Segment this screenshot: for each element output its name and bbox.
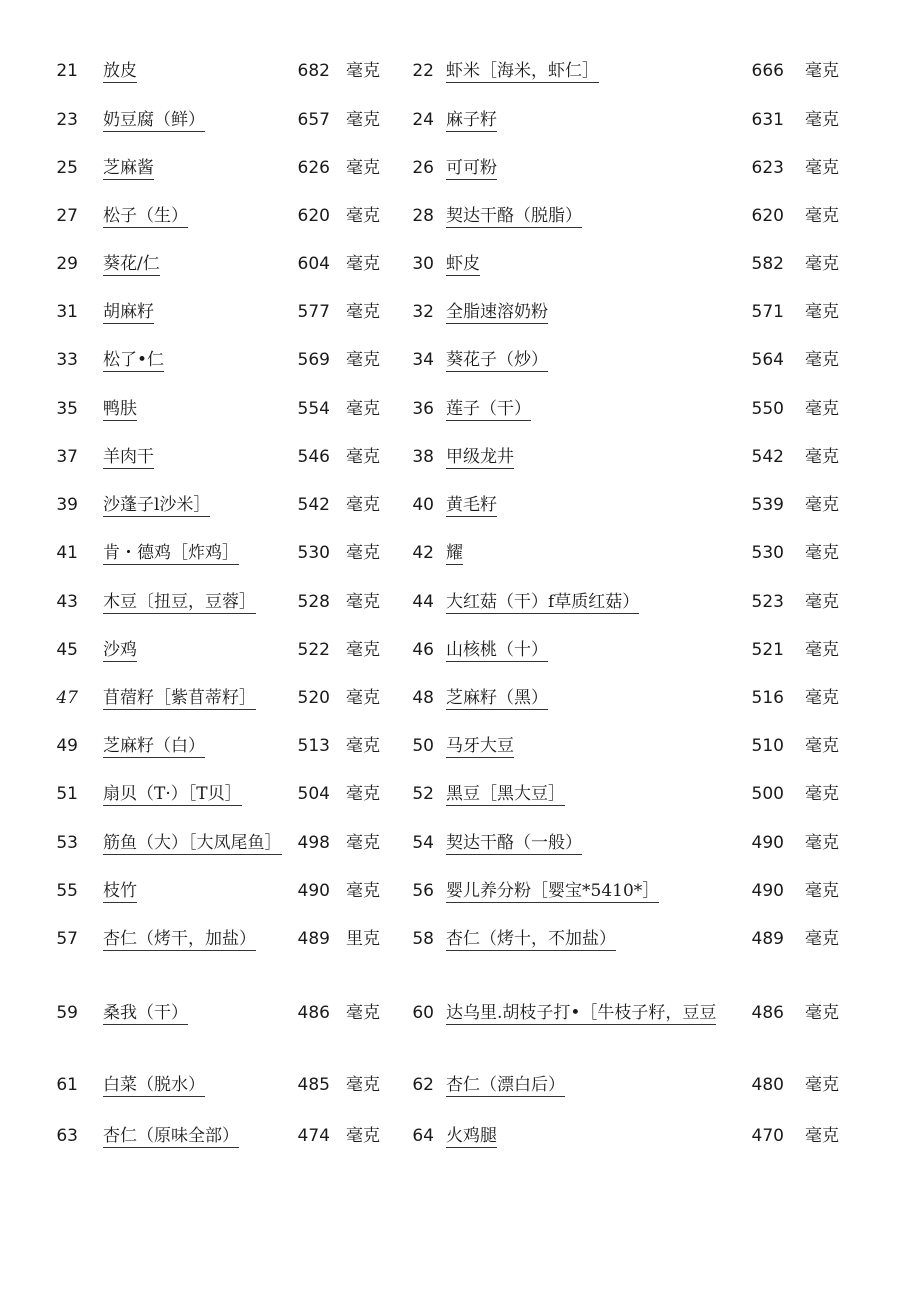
food-name xyxy=(446,779,746,809)
food-name-text: 火鸡腿 xyxy=(446,1126,497,1146)
table-row xyxy=(0,394,920,424)
food-name-text: 葵花/仁 xyxy=(103,254,160,274)
content-value: 623 xyxy=(751,158,784,178)
content-value: 666 xyxy=(751,61,784,81)
content-value: 486 xyxy=(751,1003,784,1023)
content-value: 489 xyxy=(297,929,330,949)
item-number: 28 xyxy=(412,206,434,226)
unit-label: 毫克 xyxy=(805,61,839,81)
food-name xyxy=(446,249,746,279)
food-name xyxy=(103,828,288,858)
food-name xyxy=(103,345,288,375)
food-name xyxy=(103,201,288,231)
item-number: 48 xyxy=(412,688,434,708)
item-number: 54 xyxy=(412,833,434,853)
content-value: 480 xyxy=(751,1075,784,1095)
food-name xyxy=(103,442,288,472)
food-name xyxy=(103,876,288,906)
food-name-text: 婴儿养分粉［婴宝*5410*］ xyxy=(446,881,660,901)
food-name xyxy=(103,105,288,135)
unit-label: 毫克 xyxy=(346,1003,380,1023)
item-number: 51 xyxy=(56,784,78,804)
food-name xyxy=(103,394,288,424)
unit-label: 毫克 xyxy=(805,1075,839,1095)
food-name-text: 杏仁（烤干，加盐） xyxy=(103,929,256,949)
table-row xyxy=(0,635,920,665)
item-number: 33 xyxy=(56,350,78,370)
food-name-text: 耀 xyxy=(446,543,463,563)
food-name xyxy=(446,1070,746,1100)
item-number: 40 xyxy=(412,495,434,515)
food-name-text: 桑我（干） xyxy=(103,1003,188,1023)
food-name-text: 筋鱼（大）［大凤尾鱼］ xyxy=(103,833,282,853)
content-value: 569 xyxy=(297,350,330,370)
food-name-text: 莲子（干） xyxy=(446,399,531,419)
content-value: 522 xyxy=(297,640,330,660)
food-name xyxy=(446,538,746,568)
food-name-text: 大红菇（干）f草质红菇） xyxy=(446,592,640,612)
unit-label: 毫克 xyxy=(805,736,839,756)
food-name xyxy=(446,924,746,954)
table-row xyxy=(0,1070,920,1100)
food-name xyxy=(103,998,288,1028)
food-name-text: 契达干酪（一般） xyxy=(446,833,582,853)
content-value: 554 xyxy=(297,399,330,419)
content-value: 546 xyxy=(297,447,330,467)
table-row xyxy=(0,587,920,617)
content-value: 510 xyxy=(751,736,784,756)
item-number: 41 xyxy=(56,543,78,563)
food-name xyxy=(103,779,288,809)
unit-label: 毫克 xyxy=(805,110,839,130)
food-name xyxy=(446,201,746,231)
food-name xyxy=(446,998,746,1028)
content-value: 516 xyxy=(751,688,784,708)
content-value: 530 xyxy=(297,543,330,563)
item-number: 58 xyxy=(412,929,434,949)
content-value: 564 xyxy=(751,350,784,370)
food-name-text: 达乌里.胡枝子打•［牛枝子籽，豆豆 xyxy=(446,1003,717,1023)
content-value: 682 xyxy=(297,61,330,81)
item-number: 57 xyxy=(56,929,78,949)
food-name xyxy=(446,345,746,375)
unit-label: 毫克 xyxy=(346,688,380,708)
food-name-text: 扇贝（T·）［T贝］ xyxy=(103,784,242,804)
item-number: 39 xyxy=(56,495,78,515)
food-name-text: 沙鸡 xyxy=(103,640,137,660)
food-name-text: 松子（生） xyxy=(103,206,188,226)
food-name xyxy=(103,297,288,327)
item-number: 59 xyxy=(56,1003,78,1023)
food-name xyxy=(446,587,746,617)
unit-label: 毫克 xyxy=(346,350,380,370)
content-value: 577 xyxy=(297,302,330,322)
food-name xyxy=(446,683,746,713)
item-number: 38 xyxy=(412,447,434,467)
item-number: 29 xyxy=(56,254,78,274)
content-value: 489 xyxy=(751,929,784,949)
item-number: 21 xyxy=(56,61,78,81)
food-name-text: 芝麻酱 xyxy=(103,158,154,178)
table-row xyxy=(0,345,920,375)
food-name-text: 全脂速溶奶粉 xyxy=(446,302,548,322)
item-number: 26 xyxy=(412,158,434,178)
unit-label: 毫克 xyxy=(805,447,839,467)
food-name xyxy=(446,1121,746,1151)
unit-label: 毫克 xyxy=(346,1075,380,1095)
item-number: 34 xyxy=(412,350,434,370)
unit-label: 毫克 xyxy=(805,929,839,949)
food-name-text: 杏仁（烤十，不加盐） xyxy=(446,929,616,949)
food-name-text: 白菜（脱水） xyxy=(103,1075,205,1095)
item-number: 44 xyxy=(412,592,434,612)
unit-label: 毫克 xyxy=(805,1126,839,1146)
food-name xyxy=(446,828,746,858)
food-name-text: 黄毛籽 xyxy=(446,495,497,515)
unit-label: 毫克 xyxy=(805,833,839,853)
content-value: 550 xyxy=(751,399,784,419)
food-name-text: 沙蓬子l沙米］ xyxy=(103,495,211,515)
item-number: 24 xyxy=(412,110,434,130)
item-number: 52 xyxy=(412,784,434,804)
table-row xyxy=(0,442,920,472)
content-value: 490 xyxy=(751,833,784,853)
content-value: 523 xyxy=(751,592,784,612)
content-value: 542 xyxy=(751,447,784,467)
item-number: 25 xyxy=(56,158,78,178)
food-name xyxy=(103,153,288,183)
unit-label: 毫克 xyxy=(346,254,380,274)
item-number: 23 xyxy=(56,110,78,130)
unit-label: 毫克 xyxy=(346,399,380,419)
content-value: 504 xyxy=(297,784,330,804)
item-number: 42 xyxy=(412,543,434,563)
item-number: 35 xyxy=(56,399,78,419)
unit-label: 毫克 xyxy=(805,206,839,226)
unit-label: 毫克 xyxy=(346,61,380,81)
food-name xyxy=(446,635,746,665)
unit-label: 毫克 xyxy=(346,158,380,178)
food-name xyxy=(446,876,746,906)
unit-label: 毫克 xyxy=(346,784,380,804)
food-name xyxy=(446,153,746,183)
content-value: 521 xyxy=(751,640,784,660)
food-name-text: 鸭肤 xyxy=(103,399,137,419)
food-name xyxy=(103,249,288,279)
food-name-text: 枝竹 xyxy=(103,881,137,901)
food-name-text: 马牙大豆 xyxy=(446,736,514,756)
food-name-text: 山核桃（十） xyxy=(446,640,548,660)
table-row xyxy=(0,1121,920,1151)
content-value: 539 xyxy=(751,495,784,515)
item-number: 63 xyxy=(56,1126,78,1146)
unit-label: 毫克 xyxy=(346,736,380,756)
item-number: 43 xyxy=(56,592,78,612)
item-number: 61 xyxy=(56,1075,78,1095)
item-number: 56 xyxy=(412,881,434,901)
table-row xyxy=(0,779,920,809)
unit-label: 毫克 xyxy=(346,543,380,563)
food-name xyxy=(446,442,746,472)
food-name xyxy=(103,1070,288,1100)
unit-label: 毫克 xyxy=(346,206,380,226)
food-name-text: 契达干酪（脱脂） xyxy=(446,206,582,226)
item-number: 55 xyxy=(56,881,78,901)
content-value: 490 xyxy=(297,881,330,901)
item-number: 27 xyxy=(56,206,78,226)
unit-label: 毫克 xyxy=(346,640,380,660)
item-number: 22 xyxy=(412,61,434,81)
food-name xyxy=(103,635,288,665)
table-row xyxy=(0,153,920,183)
food-name-text: 葵花子（炒） xyxy=(446,350,548,370)
food-name xyxy=(446,731,746,761)
item-number: 60 xyxy=(412,1003,434,1023)
content-value: 582 xyxy=(751,254,784,274)
content-value: 470 xyxy=(751,1126,784,1146)
item-number: 46 xyxy=(412,640,434,660)
food-name-text: 木豆〔扭豆，豆蓉］ xyxy=(103,592,256,612)
unit-label: 毫克 xyxy=(346,110,380,130)
item-number: 49 xyxy=(56,736,78,756)
unit-label: 毫克 xyxy=(805,543,839,563)
unit-label: 毫克 xyxy=(805,1003,839,1023)
item-number: 31 xyxy=(56,302,78,322)
content-value: 520 xyxy=(297,688,330,708)
content-value: 631 xyxy=(751,110,784,130)
content-value: 513 xyxy=(297,736,330,756)
content-value: 528 xyxy=(297,592,330,612)
food-name-text: 松了•仁 xyxy=(103,350,165,370)
food-name xyxy=(446,490,746,520)
food-name-text: 苜蓿籽［紫苜蒂籽］ xyxy=(103,688,256,708)
food-name-text: 麻子籽 xyxy=(446,110,497,130)
item-number: 62 xyxy=(412,1075,434,1095)
food-name-text: 肯・德鸡［炸鸡］ xyxy=(103,543,239,563)
food-name-text: 甲级龙井 xyxy=(446,447,514,467)
food-name-text: 虾米［海米，虾仁］ xyxy=(446,61,599,81)
food-name xyxy=(446,105,746,135)
food-name xyxy=(103,924,288,954)
table-row xyxy=(0,538,920,568)
unit-label: 毫克 xyxy=(805,158,839,178)
food-name xyxy=(446,56,746,86)
food-name-text: 放皮 xyxy=(103,61,137,81)
unit-label: 毫克 xyxy=(346,447,380,467)
item-number: 64 xyxy=(412,1126,434,1146)
content-value: 490 xyxy=(751,881,784,901)
unit-label: 毫克 xyxy=(346,833,380,853)
food-name xyxy=(103,587,288,617)
food-name-text: 芝麻籽（黑） xyxy=(446,688,548,708)
food-name xyxy=(103,1121,288,1151)
item-number: 53 xyxy=(56,833,78,853)
item-number: 32 xyxy=(412,302,434,322)
unit-label: 毫克 xyxy=(346,1126,380,1146)
food-name xyxy=(103,490,288,520)
unit-label: 毫克 xyxy=(805,592,839,612)
food-name-text: 杏仁（漂白后） xyxy=(446,1075,565,1095)
unit-label: 毫克 xyxy=(805,399,839,419)
content-value: 498 xyxy=(297,833,330,853)
item-number: 50 xyxy=(412,736,434,756)
food-name-text: 杏仁（原味全部） xyxy=(103,1126,239,1146)
table-row xyxy=(0,105,920,135)
unit-label: 毫克 xyxy=(805,495,839,515)
food-name xyxy=(446,394,746,424)
food-name-text: 芝麻籽（白） xyxy=(103,736,205,756)
unit-label: 毫克 xyxy=(805,302,839,322)
food-name xyxy=(103,538,288,568)
food-name xyxy=(446,297,746,327)
item-number: 36 xyxy=(412,399,434,419)
table-row xyxy=(0,490,920,520)
unit-label: 毫克 xyxy=(805,881,839,901)
table-row xyxy=(0,683,920,713)
table-row xyxy=(0,828,920,858)
table-row xyxy=(0,56,920,86)
unit-label: 毫克 xyxy=(805,784,839,804)
table-row xyxy=(0,731,920,761)
content-value: 500 xyxy=(751,784,784,804)
food-name xyxy=(103,683,288,713)
food-name-text: 胡麻籽 xyxy=(103,302,154,322)
unit-label: 毫克 xyxy=(805,350,839,370)
content-value: 542 xyxy=(297,495,330,515)
content-value: 620 xyxy=(751,206,784,226)
unit-label: 里克 xyxy=(346,929,380,949)
item-number: 47 xyxy=(56,688,78,708)
content-value: 530 xyxy=(751,543,784,563)
content-value: 626 xyxy=(297,158,330,178)
content-value: 604 xyxy=(297,254,330,274)
item-number: 37 xyxy=(56,447,78,467)
food-name-text: 虾皮 xyxy=(446,254,480,274)
food-name xyxy=(103,731,288,761)
table-row xyxy=(0,297,920,327)
food-name-text: 可可粉 xyxy=(446,158,497,178)
table-row xyxy=(0,876,920,906)
content-value: 486 xyxy=(297,1003,330,1023)
table-row xyxy=(0,201,920,231)
item-number: 30 xyxy=(412,254,434,274)
food-name-text: 羊肉干 xyxy=(103,447,154,467)
content-value: 657 xyxy=(297,110,330,130)
content-value: 485 xyxy=(297,1075,330,1095)
content-value: 474 xyxy=(297,1126,330,1146)
unit-label: 毫克 xyxy=(346,495,380,515)
content-value: 571 xyxy=(751,302,784,322)
table-row xyxy=(0,998,920,1028)
item-number: 45 xyxy=(56,640,78,660)
food-name xyxy=(103,56,288,86)
unit-label: 毫克 xyxy=(805,688,839,708)
unit-label: 毫克 xyxy=(346,592,380,612)
food-name-text: 奶豆腐（鲜） xyxy=(103,110,205,130)
content-value: 620 xyxy=(297,206,330,226)
unit-label: 毫克 xyxy=(346,881,380,901)
food-name-text: 黑豆［黑大豆］ xyxy=(446,784,565,804)
unit-label: 毫克 xyxy=(805,640,839,660)
unit-label: 毫克 xyxy=(346,302,380,322)
table-row xyxy=(0,249,920,279)
unit-label: 毫克 xyxy=(805,254,839,274)
table-row xyxy=(0,924,920,954)
